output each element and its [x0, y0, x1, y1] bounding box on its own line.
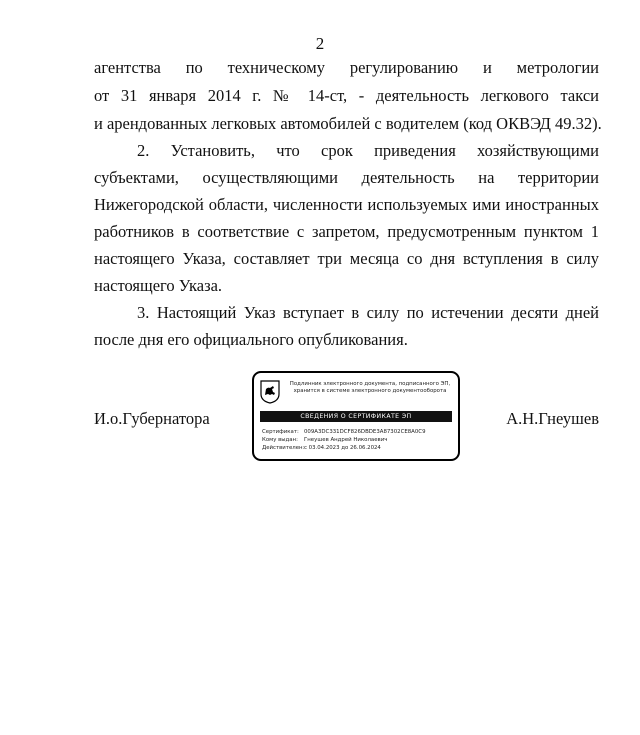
- valid-value: с 03.04.2023 до 26.06.2024: [304, 445, 381, 451]
- paragraph-line: от 31 января 2014 г. № 14-ст, - деятельность легкового такси: [94, 86, 599, 105]
- paragraph-line: агентства по техническому регулированию и метрологии: [94, 58, 599, 77]
- electronic-signature-stamp: [252, 371, 460, 461]
- signature-position: И.о.Губернатора: [94, 409, 210, 428]
- certificate-label: Сертификат:: [262, 429, 299, 435]
- paragraph-line: субъектами, осуществляющими деятельность на территории: [94, 168, 599, 187]
- certificate-value: 009A3DC331DCF826DBDE3A87302CE8A0C9: [304, 429, 426, 435]
- stamp-valid-row: [262, 445, 381, 452]
- paragraph-line: после дня его официального опубликования.: [94, 330, 408, 349]
- paragraph-line: настоящего Указа, составляет три месяца со дня вступления в силу: [94, 249, 599, 268]
- paragraph-line: настоящего Указа.: [94, 276, 223, 295]
- paragraph-line: 3. Настоящий Указ вступает в силу по истечении десяти дней: [137, 303, 599, 322]
- stamp-certificate-row: [262, 429, 426, 436]
- issued-to-value: Гнеушев Андрей Николаевич: [304, 437, 388, 443]
- valid-label: Действителен:: [262, 445, 305, 451]
- stamp-issued-row: [262, 437, 387, 444]
- paragraph-line: и арендованных легковых автомобилей с водителем (код ОКВЭД 49.32).: [94, 114, 602, 133]
- paragraph-line: Нижегородской области, численности используемых ими иностранных: [94, 195, 599, 214]
- paragraph-line: 2. Установить, что срок приведения хозяйствующими: [137, 141, 599, 160]
- issued-to-label: Кому выдан:: [262, 437, 298, 443]
- coat-of-arms-icon: [260, 380, 280, 404]
- signature-name: А.Н.Гнеушев: [506, 409, 599, 428]
- paragraph-line: работников в соответствие с запретом, предусмотренным пунктом 1: [94, 222, 599, 241]
- stamp-header: Подлинник электронного документа, подписанного ЭП, хранится в системе электронного документооборота: [289, 381, 451, 394]
- stamp-title: СВЕДЕНИЯ О СЕРТИФИКАТЕ ЭП: [260, 411, 452, 422]
- page-number: 2: [315, 34, 325, 53]
